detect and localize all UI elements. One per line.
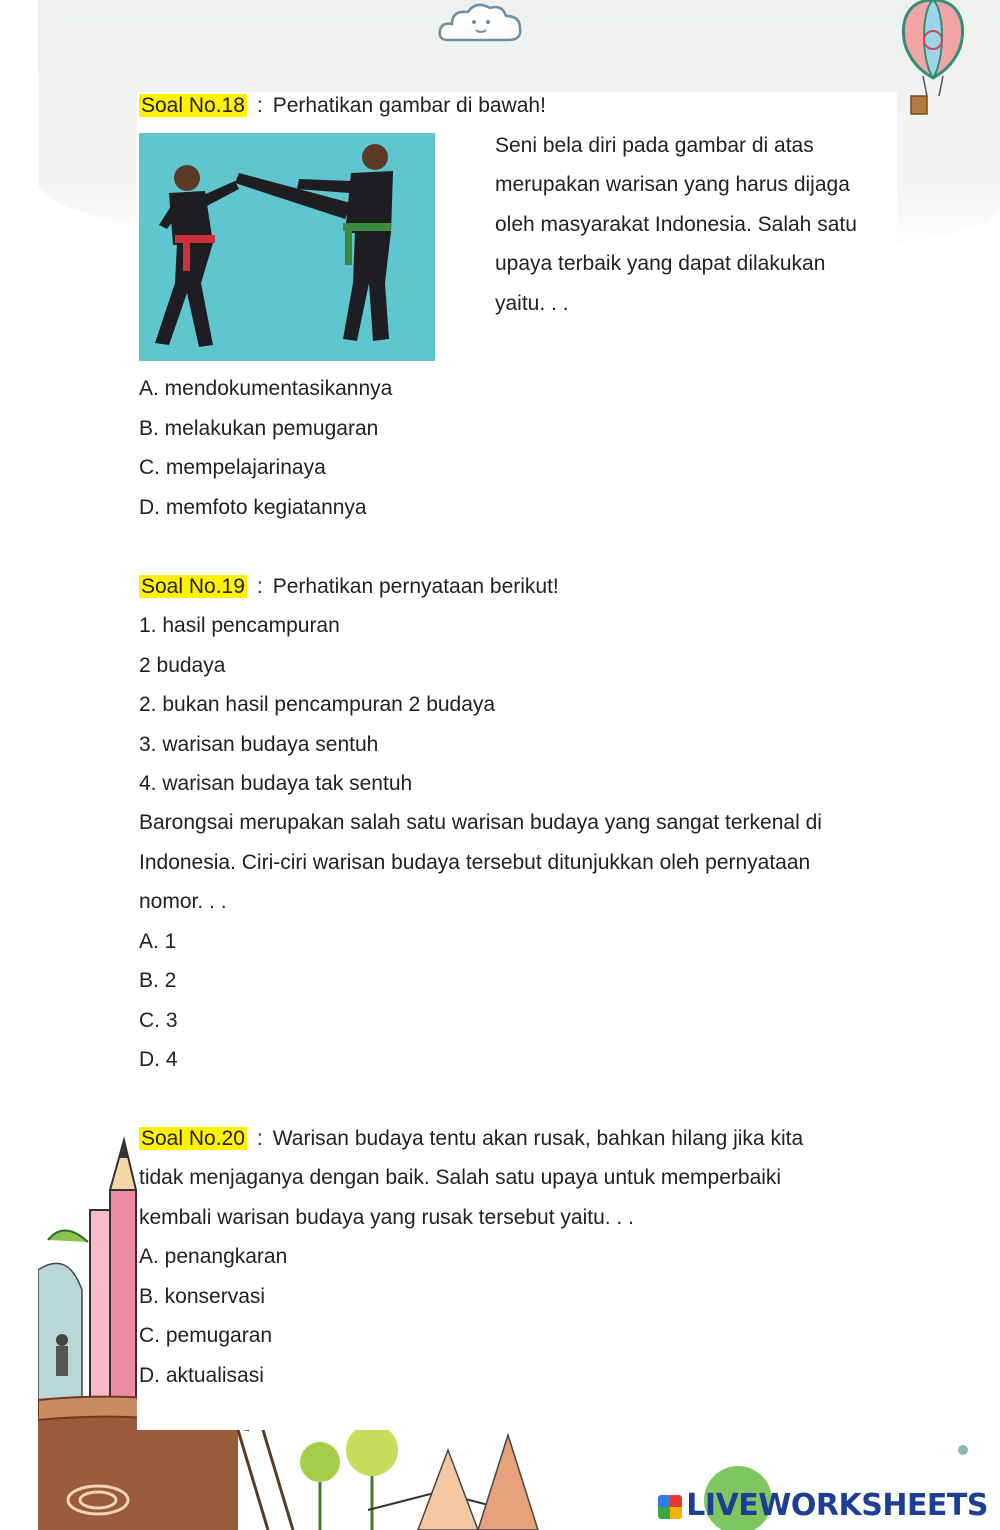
q19-header	[139, 574, 559, 600]
q20-option-d[interactable]: D. aktualisasi	[139, 1364, 264, 1387]
q19-statement: 2 budaya	[139, 654, 226, 677]
q19-option-c[interactable]: C. 3	[139, 1009, 178, 1032]
q19-statement: 1. hasil pencampuran	[139, 614, 340, 637]
q18-side-text-4: upaya terbaik yang dapat dilakukan	[495, 252, 826, 275]
q18-side-text-1: Seni bela diri pada gambar di atas	[495, 134, 814, 157]
q19-statement: 3. warisan budaya sentuh	[139, 733, 379, 756]
q20-text-line: kembali warisan budaya yang rusak tersebut yaitu. . .	[139, 1206, 634, 1229]
q20-text-line: tidak menjaganya dengan baik. Salah satu upaya untuk memperbaiki	[139, 1166, 782, 1189]
q18-option-a[interactable]: A. mendokumentasikannya	[139, 377, 393, 400]
q18-option-b[interactable]: B. melakukan pemugaran	[139, 417, 379, 440]
q18-side-text-5: yaitu. . .	[495, 292, 569, 315]
liveworksheets-logo[interactable]	[658, 1488, 988, 1523]
q18-side-text-3: oleh masyarakat Indonesia. Salah satu	[495, 213, 857, 236]
q19-question-line: Indonesia. Ciri-ciri warisan budaya tersebut ditunjukkan oleh pernyataan	[139, 851, 811, 874]
q19-label: Soal No.19	[141, 575, 245, 598]
q18-label: Soal No.18	[141, 94, 245, 117]
q20-option-a[interactable]: A. penangkaran	[139, 1245, 288, 1268]
q19-prompt: Perhatikan pernyataan berikut!	[272, 575, 559, 598]
q20-header	[139, 1126, 803, 1152]
q20-label: Soal No.20	[141, 1127, 245, 1150]
hot-air-balloon-icon	[893, 0, 973, 120]
q20-option-c[interactable]: C. pemugaran	[139, 1324, 273, 1347]
q20-first-line: Warisan budaya tentu akan rusak, bahkan hilang jika kita	[272, 1127, 804, 1150]
q19-option-b[interactable]: B. 2	[139, 969, 177, 992]
q19-question-line: nomor. . .	[139, 890, 227, 913]
pencak-silat-photo	[139, 133, 435, 361]
martial-arts-fighters-icon	[139, 133, 435, 361]
q19-option-d[interactable]: D. 4	[139, 1048, 178, 1071]
logo-text: LIVEWORKSHEETS	[686, 1488, 988, 1523]
q18-option-c[interactable]: C. mempelajarinaya	[139, 456, 326, 479]
q18-colon: :	[256, 94, 263, 117]
cloud-icon	[436, 0, 526, 50]
q18-option-d[interactable]: D. memfoto kegiatannya	[139, 496, 367, 519]
q19-colon: :	[256, 575, 263, 598]
q20-colon: :	[256, 1127, 263, 1150]
q19-statement: 4. warisan budaya tak sentuh	[139, 772, 413, 795]
q20-option-b[interactable]: B. konservasi	[139, 1285, 266, 1308]
q18-header	[139, 93, 546, 119]
q19-question-line: Barongsai merupakan salah satu warisan budaya yang sangat terkenal di	[139, 811, 822, 834]
liveworksheets-badge-icon	[658, 1495, 682, 1519]
q18-side-text-2: merupakan warisan yang harus dijaga	[495, 173, 850, 196]
q18-prompt: Perhatikan gambar di bawah!	[272, 94, 546, 117]
q19-statement: 2. bukan hasil pencampuran 2 budaya	[139, 693, 496, 716]
q19-option-a[interactable]: A. 1	[139, 930, 177, 953]
